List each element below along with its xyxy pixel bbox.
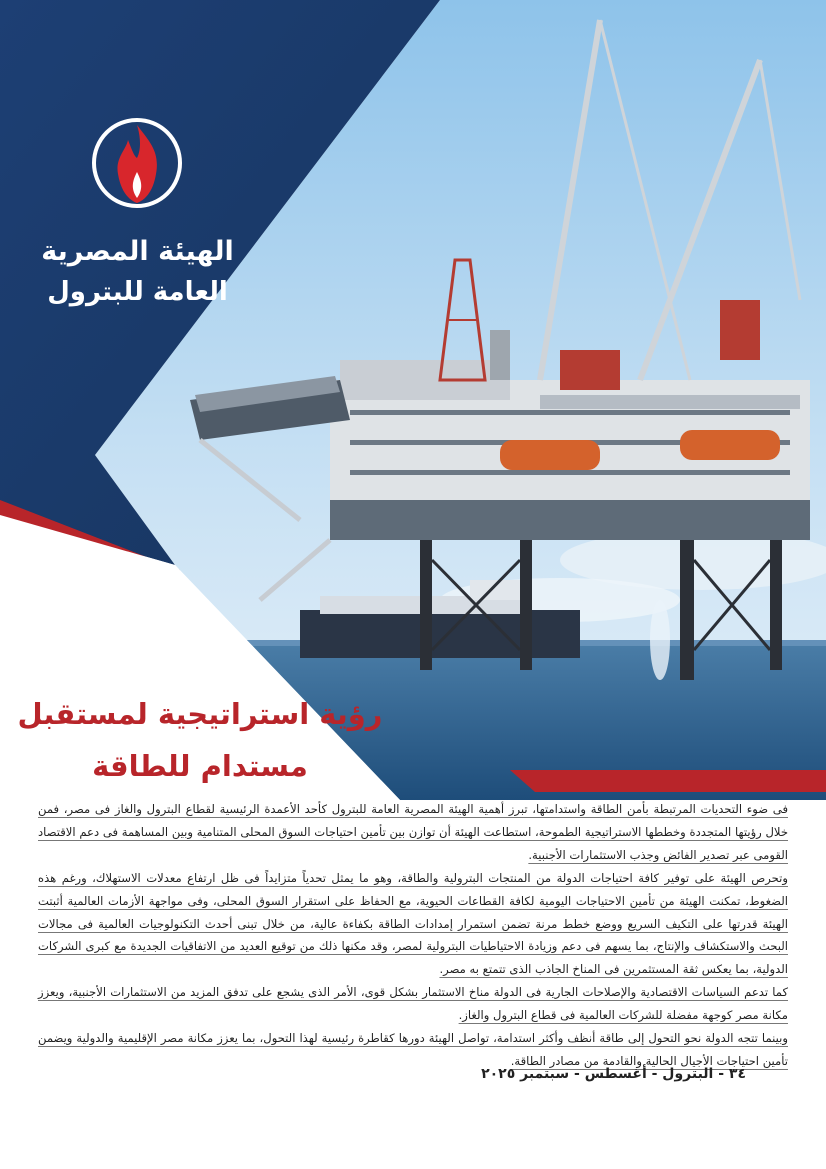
paragraph-text: وتحرص الهيئة على توفير كافة احتياجات الدولة من المنتجات البترولية والطاقة، وهو ما يمثل تحدياً متزايداً فى ظل ارتفاع معدلات الاستهلاك، ورغم هذه الضغوط، تمكنت الهيئة من تأمين الاحتياجات اليومية لكافة القطاعات الحيوية، مع الحفاظ على استقرار السوق المحلى، وفى مواجهة الأزمات العالمية أثبتت الهيئة قدرتها على التكيف السريع ووضع خطط مرنة تضمن استمرار إمدادات الطاقة بكفاءة عالية، من خلال تبنى أحدث التكنولوجيات العالمية فى مجالات البحث والاستكشاف والإنتاج، بما يسهم فى دعم وزيادة الاحتياطيات البترولية لمصر، وقد مكنها ذلك من توقيع العديد من الاتفاقيات الجديدة مع كبرى الشركات الدولية، بما يعكس ثقة المستثمرين فى المناخ الجاذب الذى تتمتع به مصر.	[38, 870, 788, 977]
paragraph	[38, 867, 788, 982]
article-body	[38, 798, 788, 1073]
organization-name	[20, 232, 255, 312]
headline-line2: مستدام للطاقة	[92, 749, 308, 783]
organization-name-line1: الهيئة المصرية	[41, 236, 234, 267]
paragraph-text: كما تدعم السياسات الاقتصادية والإصلاحات الجارية فى الدولة مناخ الاستثمار بشكل قوى، الأمر الذى يشجع على تدفق المزيد من الاستثمارات الأجنبية، ويعزز مكانة مصر كوجهة مفضلة للشركات العالمية فى قطاع البترول والغاز.	[38, 985, 788, 1023]
organization-name-line2: العامة للبترول	[47, 276, 228, 307]
paragraph	[38, 981, 788, 1027]
page-footer: ٣٤ - البترول - أغسطس - سبتمبر ٢٠٢٥	[481, 1066, 746, 1082]
paragraph-text: فى ضوء التحديات المرتبطة بأمن الطاقة واستدامتها، تبرز أهمية الهيئة المصرية العامة للبترول كأحد الأعمدة الرئيسية لقطاع البترول والغاز فى مصر، فمن خلال رؤيتها المتجددة وخططها الاستراتيجية الطموحة، استطاعت الهيئة أن توازن بين تأمين احتياجات السوق المحلى المتنامية وبين المساهمة فى دعم الاقتصاد القومى عبر تصدير الفائض وجذب الاستثمارات الأجنبية.	[38, 802, 788, 862]
paragraph	[38, 798, 788, 867]
headline-line1: رؤية استراتيجية لمستقبل	[17, 697, 383, 731]
paragraph-text: وبينما تتجه الدولة نحو التحول إلى طاقة أنظف وأكثر استدامة، تواصل الهيئة دورها كقاطرة رئيسية لهذا التحول، بما يعزز مكانة مصر الإقليمية والدولية ويضمن تأمين احتياجات الأجيال الحالية والقادمة من مصادر الطاقة.	[38, 1031, 788, 1068]
red-accent-bottom	[510, 770, 826, 792]
article-headline	[0, 688, 400, 792]
